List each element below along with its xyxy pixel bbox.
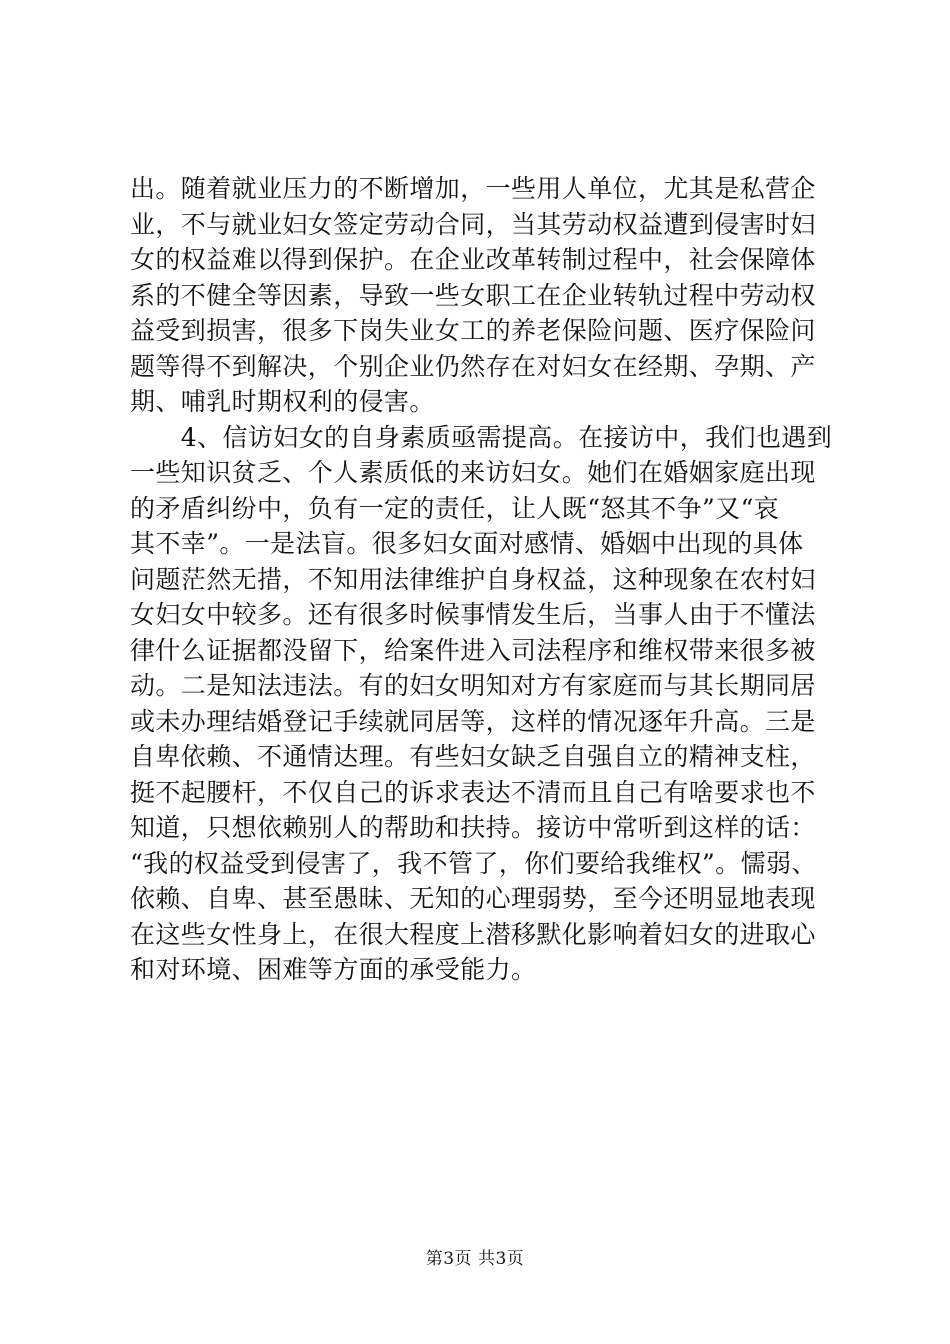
text-line: 的矛盾纠纷中，负有一定的责任，让人既“怒其不争”又“哀 (130, 493, 780, 523)
text-line: 在这些女性身上，在很大程度上潜移默化影响着妇女的进取心 (130, 919, 816, 949)
text-line: 和对环境、困难等方面的承受能力。 (130, 955, 537, 984)
text-line: 题等得不到解决，个别企业仍然存在对妇女在经期、孕期、产 (130, 351, 816, 381)
text-line: 其不幸”。一是法盲。很多妇女面对感情、婚姻中出现的具体 (130, 529, 804, 558)
text-line: 问题茫然无措，不知用法律维护自身权益，这种现象在农村妇 (130, 564, 816, 594)
text-line: 知道，只想依赖别人的帮助和扶持。接访中常听到这样的话： (130, 813, 816, 842)
body-text (130, 171, 835, 988)
page-number-footer: 第3页 共3页 (425, 1249, 525, 1269)
text-line: 自卑依赖、不通情达理。有些妇女缺乏自强自立的精神支柱， (130, 742, 816, 771)
text-line: 或未办理结婚登记手续就同居等，这样的情况逐年升高。三是 (130, 706, 816, 736)
text-line: 依赖、自卑、甚至愚昧、无知的心理弱势，至今还明显地表现 (130, 884, 816, 913)
text-line: 挺不起腰杆，不仅自己的诉求表达不清而且自己有啥要求也不 (130, 777, 816, 807)
text-line: 系的不健全等因素，导致一些女职工在企业转轨过程中劳动权 (130, 280, 816, 310)
text-line: “我的权益受到侵害了，我不管了，你们要给我维权”。懦弱、 (130, 848, 817, 878)
text-line: 女的权益难以得到保护。在企业改革转制过程中，社会保障体 (130, 245, 816, 274)
text-line: 期、哺乳时期权利的侵害。 (130, 387, 435, 416)
text-line: 女妇女中较多。还有很多时候事情发生后，当事人由于不懂法 (130, 600, 816, 629)
text-line: 益受到损害，很多下岗失业女工的养老保险问题、医疗保险问 (130, 316, 816, 345)
text-line: 一些知识贫乏、个人素质低的来访妇女。她们在婚姻家庭出现 (130, 458, 816, 487)
text-line: 4、信访妇女的自身素质亟需提高。在接访中，我们也遇到 (130, 422, 833, 452)
text-line: 动。二是知法违法。有的妇女明知对方有家庭而与其长期同居 (130, 671, 816, 700)
text-line: 业，不与就业妇女签定劳动合同，当其劳动权益遭到侵害时妇 (130, 209, 816, 239)
text-line: 出。随着就业压力的不断增加，一些用人单位，尤其是私营企 (130, 174, 816, 203)
text-line: 律什么证据都没留下，给案件进入司法程序和维权带来很多被 (130, 635, 816, 665)
